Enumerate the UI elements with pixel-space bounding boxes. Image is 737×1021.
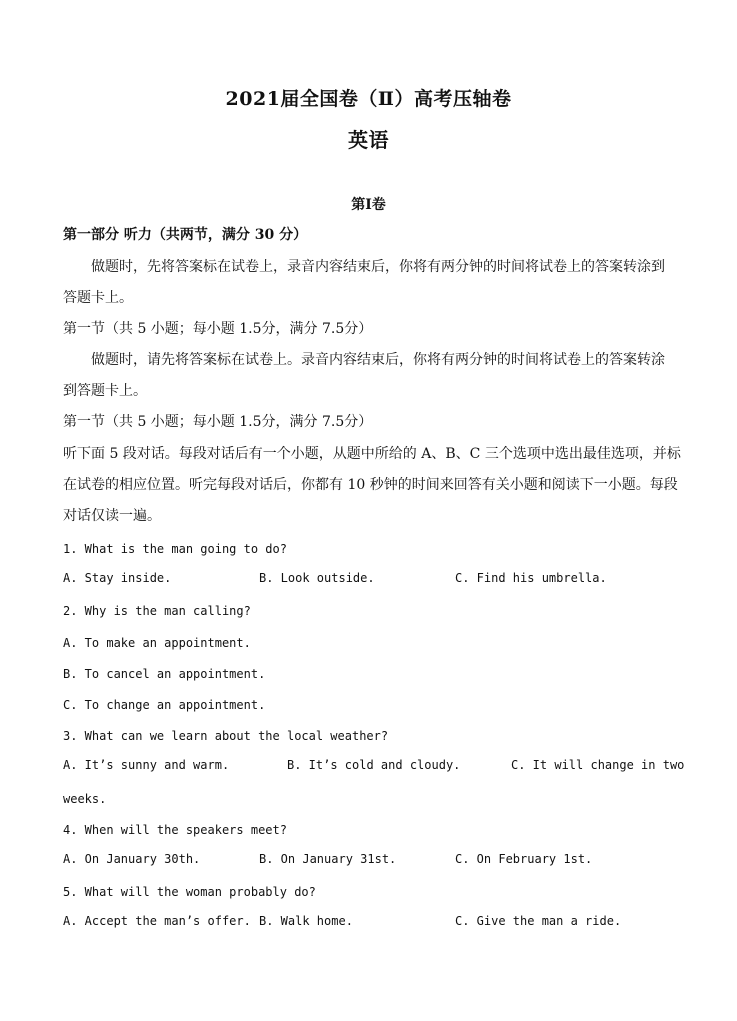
section-heading-a: 第一节（共 5 小题；每小题 1.5分，满分 7.5分） <box>63 321 373 337</box>
instruction-3-line-3: 对话仅读一遍。 <box>63 508 161 524</box>
q2-option-b: B. To cancel an appointment. <box>63 667 266 681</box>
q5-option-b: B. Walk home. <box>259 914 353 928</box>
question-2: 2. Why is the man calling? <box>63 604 251 618</box>
q2-option-c: C. To change an appointment. <box>63 698 266 712</box>
q3-option-c: C. It will change in two <box>511 758 685 772</box>
instruction-3-line-2: 在试卷的相应位置。听完每段对话后，你都有 10 秒钟的时间来回答有关小题和阅读下一小题。每段 <box>63 477 678 493</box>
q3-option-a: A. It’s sunny and warm. <box>63 758 230 772</box>
instruction-1-line-1: 做题时，先将答案标在试卷上，录音内容结束后，你将有两分钟的时间将试卷上的答案转涂到 <box>91 259 665 275</box>
q1-option-c: C. Find his umbrella. <box>455 571 607 585</box>
q5-option-a: A. Accept the man’s offer. <box>63 914 251 928</box>
subject-title: 英语 <box>348 128 389 152</box>
part-heading: 第一部分 听力（共两节，满分 30 分） <box>63 227 308 243</box>
q1-option-a: A. Stay inside. <box>63 571 172 585</box>
question-3: 3. What can we learn about the local weather? <box>63 729 389 743</box>
section-heading-b: 第一节（共 5 小题；每小题 1.5分，满分 7.5分） <box>63 414 373 430</box>
q1-option-b: B. Look outside. <box>259 571 375 585</box>
instruction-1-line-2: 答题卡上。 <box>63 290 133 306</box>
instruction-3-line-1: 听下面 5 段对话。每段对话后有一个小题，从题中所给的 A、B、C 三个选项中选出最佳选项，并标 <box>63 446 681 462</box>
question-5: 5. What will the woman probably do? <box>63 885 316 899</box>
q2-option-a: A. To make an appointment. <box>63 636 251 650</box>
question-4: 4. When will the speakers meet? <box>63 823 287 837</box>
instruction-2-line-2: 到答题卡上。 <box>63 383 147 399</box>
volume-heading: 第Ⅰ卷 <box>351 197 386 213</box>
q3-option-b: B. It’s cold and cloudy. <box>287 758 461 772</box>
q4-option-a: A. On January 30th. <box>63 852 201 866</box>
q5-option-c: C. Give the man a ride. <box>455 914 622 928</box>
question-1: 1. What is the man going to do? <box>63 542 287 556</box>
exam-title: 2021届全国卷（Ⅱ）高考压轴卷 <box>225 88 512 110</box>
q4-option-b: B. On January 31st. <box>259 852 397 866</box>
instruction-2-line-1: 做题时，请先将答案标在试卷上。录音内容结束后，你将有两分钟的时间将试卷上的答案转涂 <box>91 352 665 368</box>
q3-option-c-continued: weeks. <box>63 792 107 806</box>
q4-option-c: C. On February 1st. <box>455 852 593 866</box>
